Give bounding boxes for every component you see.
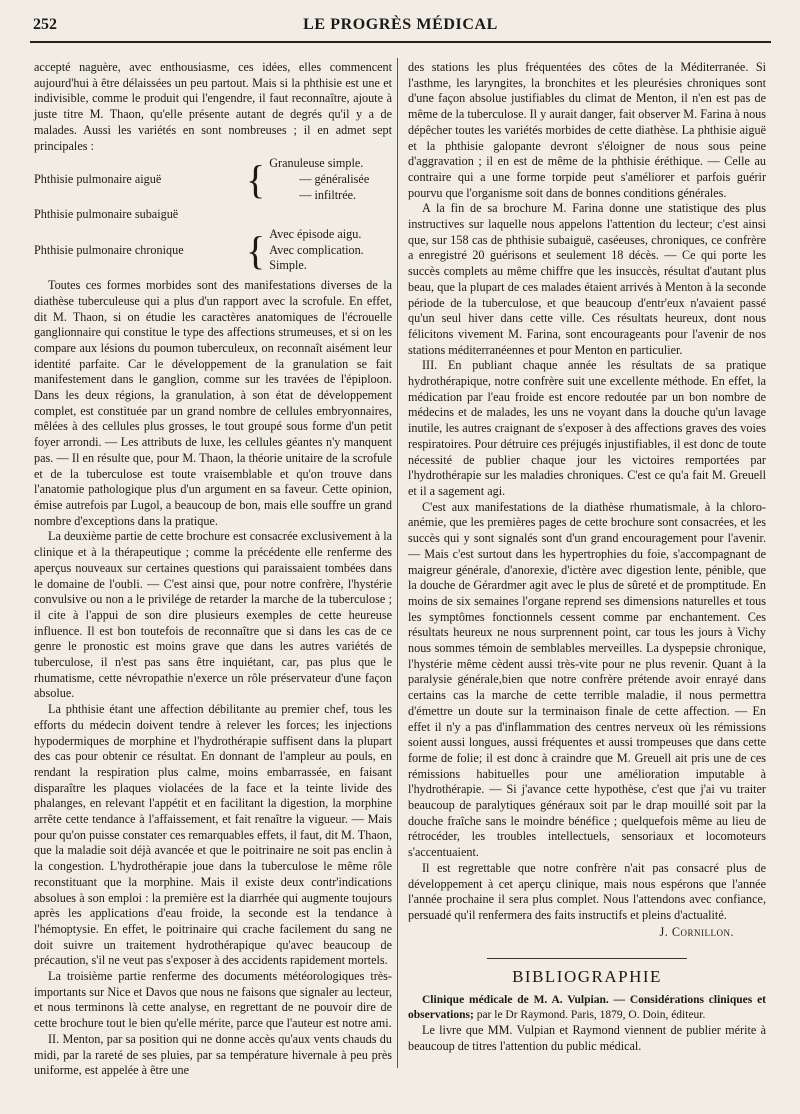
bibliography-entry <box>408 993 766 1023</box>
variety-option: Avec épisode aigu. <box>269 227 362 242</box>
header-rule <box>30 41 771 43</box>
variety-option: Simple. <box>269 258 307 273</box>
brace-glyph: { <box>246 156 266 202</box>
paragraph: Toutes ces formes morbides sont des manifestations diverses de la diathèse tuberculeuse qui a plus d'un rapport avec la scrofule. En effet, dit M. Thaon, si on étudie les caractères anatomiques de l'écrouelle ganglionnaire qui constitue le type des affections strumeuses, et si on les compare aux lésions du poumon tuberculeux, on reconnaît aisément leur identité parfaite. Car le développement de la granulation se fait manifestement dans le ganglion, comme sur les travées de l'épiploon. Dans les deux régions, la granulation, à son état de développement complet, est constituée par un grand nombre de cellules embryonnaires, mêlées à des cellules plus grosses, le tout groupé sous forme d'un petit foyer arrondi. — Les attributs de luxe, les cellules géantes n'y manquent pas. — Il en résulte que, pour M. Thaon, la théorie unitaire de la scrofule et de la tuberculose est toute vraisemblable et qu'on trouve dans l'anatomie pathologique plus d'un argument en sa faveur. Cette opinion, émise autrefois par Lugol, a beaucoup de bon, mais elle souffre un grand nombre d'exceptions dans la pratique. <box>34 278 392 528</box>
entry-title: Clinique médicale de M. A. Vulpian. — Considérations cliniques et observations; <box>408 994 766 1022</box>
running-head: LE PROGRÈS MÉDICAL <box>303 16 498 33</box>
variety-label: Phthisie pulmonaire chronique <box>34 242 184 257</box>
column-divider <box>397 58 398 1068</box>
page-header <box>33 16 768 38</box>
variety-options <box>269 156 369 203</box>
paragraph: A la fin de sa brochure M. Farina donne une statistique des plus instructives sur laquelle nous appelons l'attention du lecteur; c'est ainsi que, sur 158 cas de phthisie subaiguë, caséeuses, chroniques, ce confrère a enregistré 20 guérisons et seulement 18 décès. — Ce qui porte les succès complets au même chiffre que les insuccès, résultat d'autant plus beau, que la plupart de ces malades étaient arrivés à Menton à la seconde période de la tuberculose, et que beaucoup d'entr'eux n'avaient passé qu'un seul hiver dans cette ville. Ces résultats heureux, dont nous félicitons vivement M. Farina, sont encourageants pour l'avenir de nos stations méditerranéennes et pour Menton en particulier. <box>408 201 766 357</box>
paragraph: La phthisie étant une affection débilitante au premier chef, tous les efforts du médecin doivent tendre à relever les forces; les injections hypodermiques de morphine et l'hydrothérapie suffisent dans la plupart des cas pour obtenir ce résultat. En donnant de l'ampleur au pouls, en rendant la respiration plus calme, moins embarrassée, en faisant disparaître les plaques violacées de la face et la teinte livide des phalanges, en relevant l'appétit et en facilitant la digestion, la morphine arrête cette tendance à l'affaissement, et fait renaître la vigueur. — Mais pour qu'on puisse constater ces remarquables effets, il faut, dit M. Thaon, que la maladie soit déjà avancée et que le poitrinaire ne soit pas enclin à la congestion. L'hydrothérapie joue dans la tuberculose le même rôle reconstituant que la morphine. Mais il existe deux contr'indications absolues à son emploi : la première est la diarrhée qui augmente toujours après les applications d'eau froide, la seconde est la tendance à l'hémoptysie. En effet, le poitrinaire qui crache facilement du sang ne doit suivre un traitement hydrothérapique qu'avec beaucoup de précaution, s'il ne veut pas s'exposer à des accidents rapidement mortels. <box>34 702 392 968</box>
variety-label: Phthisie pulmonaire aiguë <box>34 171 162 186</box>
variety-chronique <box>34 227 392 274</box>
paragraph: Le livre que MM. Vulpian et Raymond viennent de publier mérite à beaucoup de titres l'attention du public médical. <box>408 1023 766 1053</box>
paragraph: La troisième partie renferme des documents météorologiques très-importants sur Nice et Davos que nous ne faisons que signaler au lecteur, et nous terminons là cette analyse, en regrettant de ne pouvoir dire de cette brochure tout le bien qu'elle mérite, parce que l'auteur est notre ami. <box>34 969 392 1031</box>
paragraph: accepté naguère, avec enthousiasme, ces idées, elles commencent aujourd'hui à être délaissées un peu partout. Mais si la phthisie est une et indivisible, comme le produit qui l'engendre, il faut reconnaître, ajoute à juste titre M. Thaon, qu'elle présente autant de degrés qu'il y a de malades. Aussi les variétés en sont nombreuses ; il en admet sept principales : <box>34 60 392 153</box>
section-rule <box>487 958 687 959</box>
paragraph: des stations les plus fréquentées des côtes de la Méditerranée. Si l'asthme, les laryngites, la bronchites et les pleurésies chroniques sont d'une façon absolue justifiables du climat de Menton, il n'en est pas de même de la tuberculose. Il y aurait danger, fait observer M. Farina à nous dépêcher toutes les variétés morbides de cette diathèse. La phthisie aiguë et la phthisie galopante devront s'éloigner de nous sous peine d'aggravation ; il en est de même de la phthisie éréthique. — Celle au contraire qui a une forme torpide peut s'améliorer et parfois guérir pourvu que l'organisme soit dans de bonnes conditions générales. <box>408 60 766 200</box>
page-number: 252 <box>33 16 57 33</box>
paragraph: III. En publiant chaque année les résultats de sa pratique hydrothérapique, notre confrère suit une excellente méthode. En effet, la médication par l'eau froide est encore redoutée par un bon nombre de médecins et de malades, les uns ne voyant dans la douche qu'un lavage inutile, les autres craignant de s'exposer à des affections graves des voies respiratoires. Pour détruire ces préjugés injustifiables, il est donc de toute nécessité de publier chaque jour les victoires remportées par l'hydrothérapie sur les maladies chroniques. C'est ce qu'a fait M. Greuell et il a sagement agi. <box>408 358 766 498</box>
paragraph: La deuxième partie de cette brochure est consacrée exclusivement à la clinique et à la thérapeutique ; comme la précédente elle renferme des aperçus nouveaux sur certaines questions qui paraissaient tombées dans le domaine de l'oubli. — C'est ainsi que, pour notre confrère, l'hystérie convulsive ou non a le privilége de retarder la marche de la tuberculose ; il cite à l'appui de son dire plusieurs exemples de cette heureuse influence. Il est bon toutefois de reconnaître que si dans les cas de ce genre le pronostic est moins grave que dans les autres variétés de tuberculose, il n'est pas sans être inquiétant, car, pas plus que le rhumatisme, cette névropathie n'exerce un rôle préservateur d'une façon absolue. <box>34 529 392 701</box>
variety-option: Avec complication. <box>269 242 364 257</box>
variety-aigue <box>34 156 392 203</box>
paragraph: II. Menton, par sa position qui ne donne accès qu'aux vents chauds du midi, par la rareté de ses pluies, par sa température hivernale à peu près uniforme, est appelée à être une <box>34 1031 392 1078</box>
author-signature: J. Cornillon. <box>659 924 734 939</box>
variety-label: Phthisie pulmonaire subaiguë <box>34 207 179 222</box>
variety-subaigue <box>34 207 392 223</box>
variety-options <box>269 227 364 274</box>
brace-glyph: { <box>246 227 266 273</box>
paragraph: Il est regrettable que notre confrère n'ait pas consacré plus de développement à cet aperçu clinique, mais nous espérons que l'année l'année prochaine il sera plus complet. Nous l'attendons avec confiance, persuadé qu'il renfermera des faits instructifs et pleins d'actualité. <box>408 860 766 922</box>
variety-option: Granuleuse simple. <box>269 156 364 171</box>
entry-publication: par le Dr Raymond. Paris, 1879, O. Doin, éditeur. <box>473 1009 706 1022</box>
section-title: BIBLIOGRAPHIE <box>512 967 662 987</box>
paragraph: C'est aux manifestations de la diathèse rhumatismale, à la chloro-anémie, que les premières pages de cette brochure sont consacrées, et les succès qui y sont signalés sont d'un grand encouragement pour l'avenir. — Mais c'est surtout dans les hypertrophies du foie, s'accompagnant de maigreur générale, d'anorexie, d'ictère avec digestion lente, pénible, que la douche de Gérardmer agit avec le plus de sûreté et de promptitude. En moins de six semaines l'organe reprend ses dimensions naturelles et tous les symptômes fonctionnels cessent comme par enchantement. Ces résultats heureux ne nous surprennent point, car tous les jours à Vichy nous sommes témoin de semblables merveilles. La dyspepsie chronique, l'hystérie même cèdent aussi très-vite pour ne plus revenir. Quant à la paralysie générale,bien que notre confrère prétende avoir enrayé dans certains cas la marche de cette terrible maladie, il nous permettra d'émettre un doute sur la terminaison finale de cette affection. — En effet il n'y a pas d'inflammation des centres nerveux où les rémissions soient aussi longues, aussi fréquentes et aussi trompeuses que dans cette forme de folie; il est donc à craindre que M. Greuell ait pris une de ces rémissions habituelles pour une amélioration imputable à l'hydrothérapie. — Si j'avance cette hypothèse, c'est que j'ai vu traiter beaucoup de paralytiques généraux soit par le drap mouillé soit par la douche fraîche sans le moindre bénéfice ; quelquefois même au lieu de rétrocéder, les troubles intellectuels, sensoriaux et locomoteurs s'accentuaient. <box>408 499 766 860</box>
right-column <box>408 60 766 1054</box>
left-column <box>34 60 392 1079</box>
variety-option: — infiltrée. <box>299 187 357 202</box>
variety-option: — généralisée <box>299 171 370 186</box>
